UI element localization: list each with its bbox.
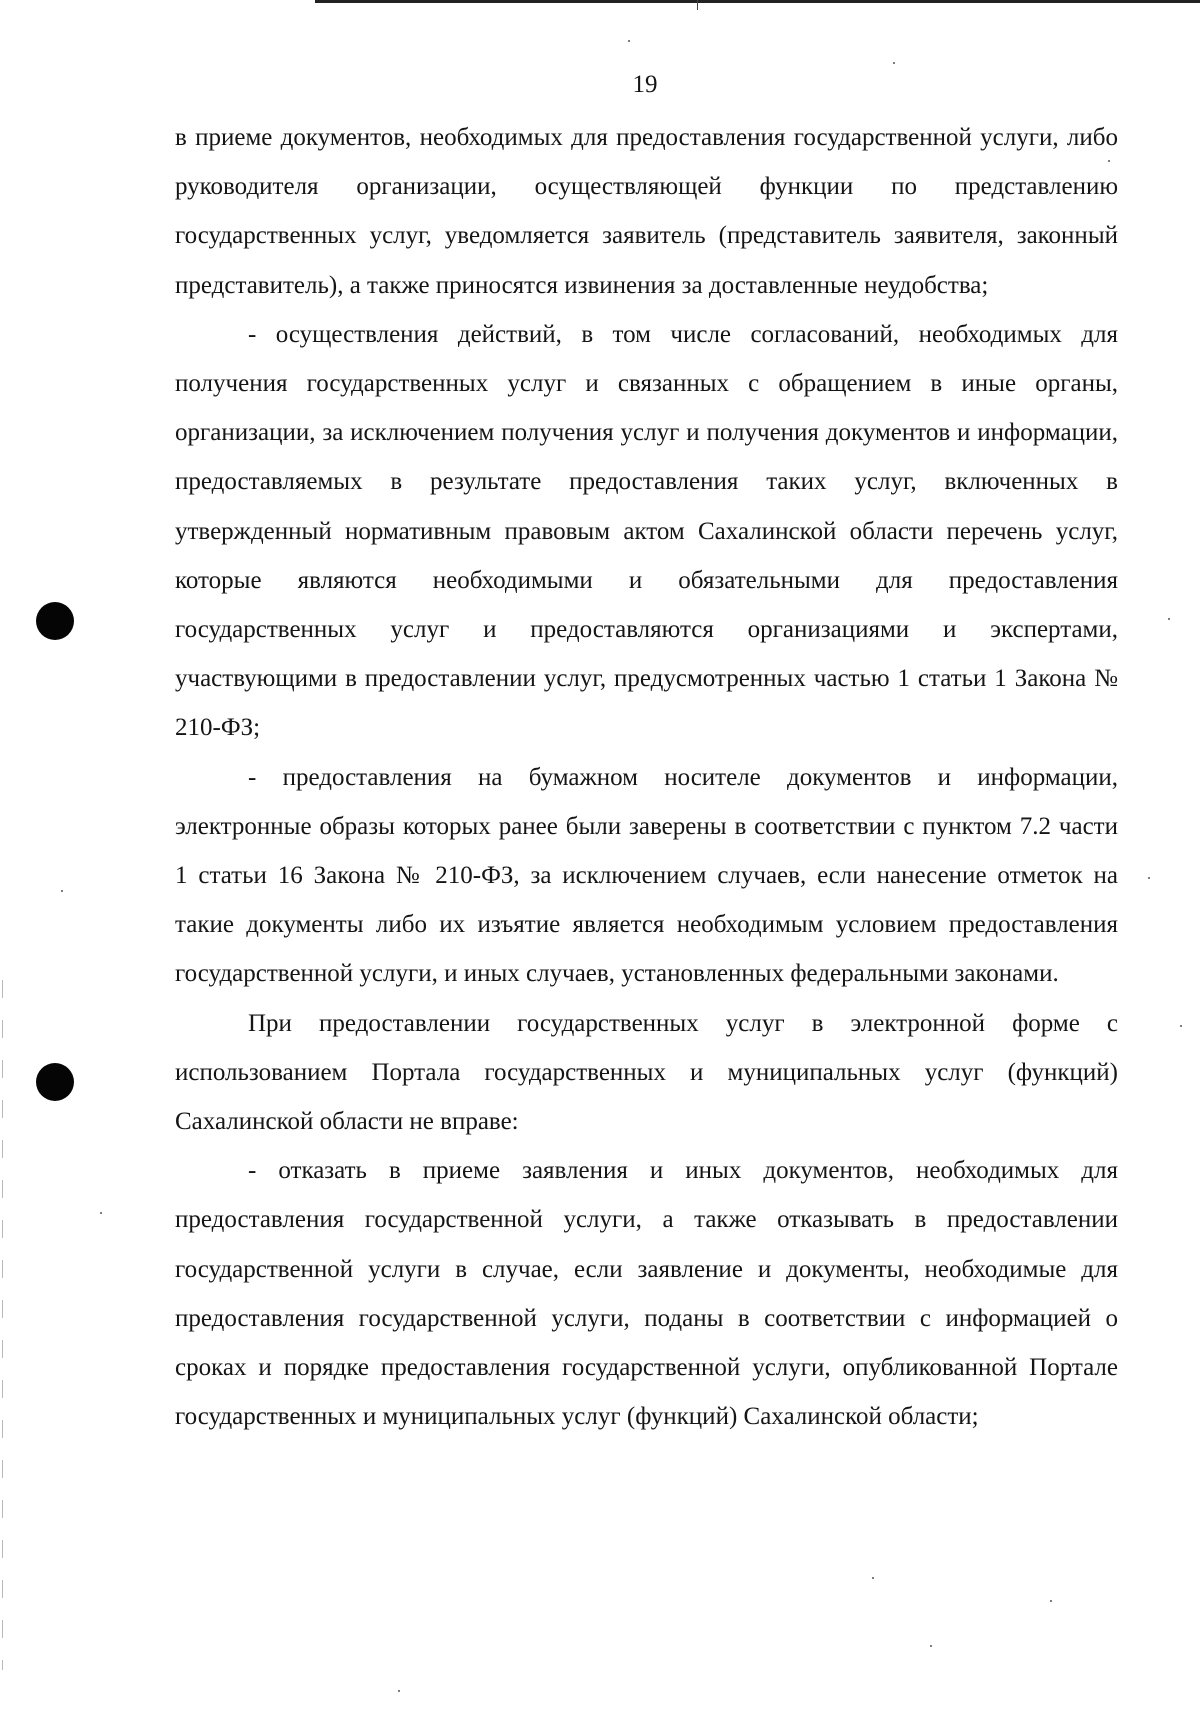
paragraph: При предоставлении государственных услуг в электронной форме с использованием Портала государственных и муниципальных услуг (функций) Сахалинской области не вправе: (175, 1009, 1118, 1136)
scan-speck (1180, 1025, 1182, 1027)
scan-speck (1050, 1600, 1052, 1602)
scan-speck (893, 62, 895, 64)
top-border-line (315, 0, 1200, 3)
top-border-tick (697, 0, 698, 10)
punch-hole (36, 602, 74, 640)
paragraph: - отказать в приеме заявления и иных документов, необходимых для предоставления государственной услуги, а также отказывать в предоставлении государственной услуги в случае, если заявление и документы, необходимые для предоставления государственной услуги, поданы в соответствии с информацией о сроках и порядке предоставления государственной услуги, опубликованной Портале государственных и муниципальных услуг (функций) Сахалинской области; (175, 1157, 1118, 1431)
scan-speck (398, 1690, 400, 1692)
scan-speck (61, 890, 63, 892)
paragraph: в приеме документов, необходимых для предоставления государственной услуги, либо руководителя организации, осуществляющей функции по представлению государственных услуг, уведомляется заявитель (представитель заявителя, законный представитель), а также приносятся извинения за доставленные неудобства; (175, 124, 1118, 299)
paragraph: - осуществления действий, в том числе согласований, необходимых для получения государственных услуг и связанных с обращением в иные органы, организации, за исключением получения услуг и получения документов и информации, предоставляемых в результате предоставления таких услуг, включенных в утвержденный нормативным правовым актом Сахалинской области перечень услуг, которые являются необходимыми и обязательными для предоставления государственных услуг и предоставляются организациями и экспертами, участвующими в предоставлении услуг, предусмотренных частью 1 статьи 1 Закона № 210-ФЗ; (175, 320, 1118, 742)
document-body (175, 113, 1118, 1441)
scan-edge-artifact (2, 980, 3, 1670)
paragraph: - предоставления на бумажном носителе документов и информации, электронные образы которых ранее были заверены в соответствии с пунктом 7.2 части 1 статьи 16 Закона № 210-ФЗ, за исключением случаев, если нанесение отметок на такие документы либо их изъятие является необходимым условием предоставления государственной услуги, и иных случаев, установленных федеральными законами. (175, 763, 1118, 988)
scan-speck (1168, 618, 1170, 620)
scan-speck (100, 1212, 102, 1214)
page-number: 19 (632, 71, 658, 98)
scan-speck (1148, 877, 1150, 879)
scan-speck (930, 1645, 932, 1647)
scan-speck (872, 1577, 874, 1579)
punch-hole (36, 1063, 74, 1101)
scan-speck (628, 40, 630, 42)
